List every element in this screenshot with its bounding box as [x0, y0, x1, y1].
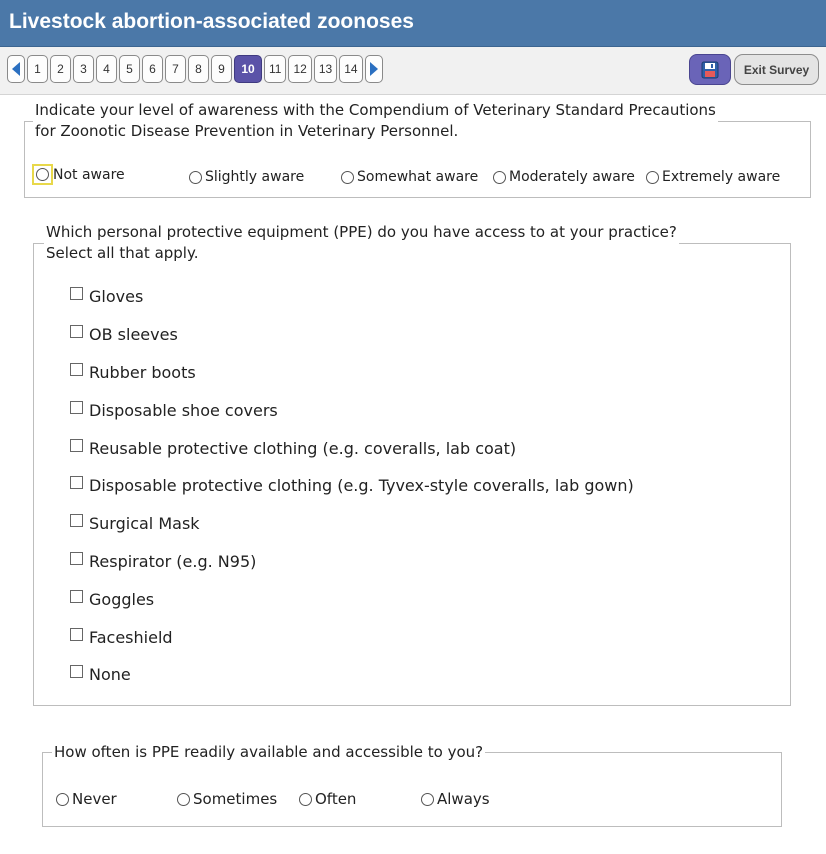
ppe-option-disposable-clothing[interactable]	[70, 476, 634, 495]
availability-option-always[interactable]	[421, 790, 490, 808]
awareness-question-prompt	[33, 100, 718, 142]
survey-title-bar	[0, 0, 826, 47]
previous-page-button[interactable]	[7, 55, 25, 83]
checkbox[interactable]	[70, 552, 83, 565]
page-button-6[interactable]: 6	[142, 55, 163, 83]
radio-button[interactable]	[36, 168, 49, 181]
save-button[interactable]	[689, 54, 731, 85]
option-label: Somewhat aware	[357, 169, 479, 185]
ppe-option-disposable-shoe-covers[interactable]	[70, 401, 278, 420]
ppe-prompt-line-1: Which personal protective equipment (PPE) do you have access to at your practice?	[46, 223, 677, 241]
availability-option-never[interactable]	[56, 790, 117, 808]
page-button-9[interactable]: 9	[211, 55, 232, 83]
page-button-14[interactable]: 14	[339, 55, 362, 83]
page-button-11[interactable]: 11	[264, 55, 286, 83]
page-button-3[interactable]: 3	[73, 55, 94, 83]
option-label: Disposable protective clothing (e.g. Tyvex-style coveralls, lab gown)	[89, 476, 634, 495]
page-button-8[interactable]: 8	[188, 55, 209, 83]
option-label: None	[89, 665, 131, 684]
option-label: Always	[437, 790, 490, 808]
arrow-right-icon	[369, 62, 379, 76]
radio-button[interactable]	[177, 793, 190, 806]
option-label: Respirator (e.g. N95)	[89, 552, 257, 571]
option-label: Moderately aware	[509, 169, 635, 185]
checkbox[interactable]	[70, 476, 83, 489]
checkbox[interactable]	[70, 363, 83, 376]
survey-title: Livestock abortion-associated zoonoses	[9, 10, 414, 33]
checkbox[interactable]	[70, 590, 83, 603]
option-label: Sometimes	[193, 790, 278, 808]
option-label: Goggles	[89, 590, 155, 609]
option-label: Often	[315, 790, 357, 808]
page-button-current[interactable]: 10	[234, 55, 262, 83]
option-label: Gloves	[89, 287, 144, 306]
ppe-option-none[interactable]	[70, 665, 131, 684]
option-label: OB sleeves	[89, 325, 178, 344]
page-navigator	[7, 55, 385, 83]
ppe-option-ob-sleeves[interactable]	[70, 325, 178, 344]
checkbox[interactable]	[70, 628, 83, 641]
option-label: Slightly aware	[205, 169, 305, 185]
checkbox[interactable]	[70, 514, 83, 527]
awareness-option-somewhat-aware[interactable]	[341, 169, 478, 185]
survey-toolbar	[0, 47, 826, 95]
focus-highlight	[32, 164, 53, 185]
option-label: Never	[72, 790, 117, 808]
exit-survey-button[interactable]: Exit Survey	[734, 54, 819, 85]
checkbox[interactable]	[70, 439, 83, 452]
radio-button[interactable]	[646, 171, 659, 184]
radio-button[interactable]	[189, 171, 202, 184]
option-label: Not aware	[53, 166, 125, 183]
radio-button[interactable]	[299, 793, 312, 806]
ppe-option-goggles[interactable]	[70, 590, 154, 609]
page-button-13[interactable]: 13	[314, 55, 337, 83]
awareness-prompt-line-2: for Zoonotic Disease Prevention in Veterinary Personnel.	[35, 122, 459, 140]
page-button-7[interactable]: 7	[165, 55, 186, 83]
option-label: Reusable protective clothing (e.g. coveralls, lab coat)	[89, 439, 517, 458]
ppe-option-respirator[interactable]	[70, 552, 256, 571]
ppe-option-rubber-boots[interactable]	[70, 363, 196, 382]
ppe-option-faceshield[interactable]	[70, 628, 173, 647]
ppe-option-reusable-clothing[interactable]	[70, 439, 516, 458]
awareness-option-not-aware[interactable]	[32, 164, 125, 185]
awareness-option-slightly-aware[interactable]	[189, 169, 304, 185]
radio-button[interactable]	[493, 171, 506, 184]
page-button-1[interactable]: 1	[27, 55, 48, 83]
ppe-option-surgical-mask[interactable]	[70, 514, 200, 533]
checkbox[interactable]	[70, 665, 83, 678]
ppe-prompt-line-2: Select all that apply.	[46, 244, 199, 262]
option-label: Rubber boots	[89, 363, 196, 382]
page-button-12[interactable]: 12	[288, 55, 311, 83]
ppe-availability-question	[42, 742, 782, 827]
option-label: Extremely aware	[662, 169, 781, 185]
page-button-5[interactable]: 5	[119, 55, 140, 83]
option-label: Surgical Mask	[89, 514, 200, 533]
checkbox[interactable]	[70, 401, 83, 414]
awareness-option-extremely-aware[interactable]	[646, 169, 780, 185]
ppe-availability-question-prompt: How often is PPE readily available and accessible to you?	[54, 743, 484, 761]
awareness-prompt-line-1: Indicate your level of awareness with the Compendium of Veterinary Standard Precautions	[35, 101, 716, 119]
ppe-option-gloves[interactable]	[70, 287, 143, 306]
next-page-button[interactable]	[365, 55, 383, 83]
floppy-disk-icon	[701, 61, 719, 79]
availability-option-sometimes[interactable]	[177, 790, 277, 808]
checkbox[interactable]	[70, 325, 83, 338]
awareness-option-moderately-aware[interactable]	[493, 169, 635, 185]
option-label: Faceshield	[89, 628, 173, 647]
radio-button[interactable]	[341, 171, 354, 184]
radio-button[interactable]	[56, 793, 69, 806]
ppe-access-question-prompt	[44, 222, 679, 264]
arrow-left-icon	[11, 62, 21, 76]
checkbox[interactable]	[70, 287, 83, 300]
option-label: Disposable shoe covers	[89, 401, 278, 420]
availability-option-often[interactable]	[299, 790, 356, 808]
page-button-4[interactable]: 4	[96, 55, 117, 83]
radio-button[interactable]	[421, 793, 434, 806]
page-button-2[interactable]: 2	[50, 55, 71, 83]
